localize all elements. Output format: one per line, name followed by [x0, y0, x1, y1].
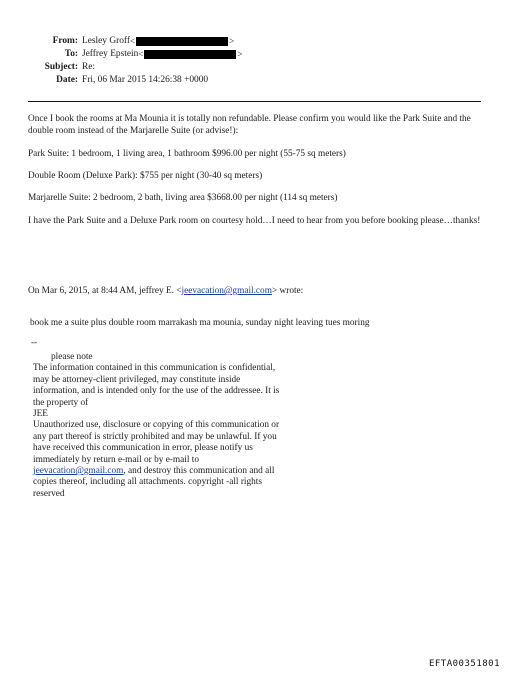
to-open-bracket: <: [138, 49, 144, 59]
date-label: Date:: [56, 75, 78, 85]
document-id: EFTA00351801: [428, 659, 500, 669]
email-header: [20, 35, 310, 87]
from-close-bracket: >: [229, 36, 235, 46]
reply-paragraph-1: Once I book the rooms at Ma Mounia it is totally non refundable. Please confirm you would like the Park Suite and the double room instead of the Marjarelle Suite (or advise!):: [28, 114, 471, 136]
disclaimer-title: please note: [51, 352, 93, 362]
from-row: [20, 35, 310, 48]
quoted-email-link[interactable]: jeevacation@gmail.com: [181, 286, 272, 296]
subject-value: Re:: [82, 62, 96, 72]
disclaimer-email-link[interactable]: jeevacation@gmail.com: [33, 466, 124, 477]
quoted-intro: [28, 286, 488, 298]
to-close-bracket: >: [237, 49, 243, 59]
subject-row: [20, 61, 310, 74]
date-value: Fri, 06 Mar 2015 14:26:38 +0000: [82, 75, 209, 85]
quoted-request: book me a suite plus double room marrakash ma mounia, sunday night leaving tues moring: [30, 318, 370, 328]
to-label: To:: [64, 49, 78, 59]
quoted-intro-suffix: > wrote:: [271, 286, 304, 296]
from-label: From:: [52, 36, 78, 46]
disclaimer-text-3: [33, 420, 283, 500]
disclaimer-text-2: JEE: [33, 409, 48, 420]
reply-paragraph-double-room: Double Room (Deluxe Park): $755 per night (30-40 sq meters): [28, 171, 263, 181]
quoted-intro-text: On Mar 6, 2015, at 8:44 AM, jeffrey E. <: [28, 286, 182, 296]
from-name: Lesley Groff: [82, 36, 130, 46]
from-open-bracket: <: [130, 36, 136, 46]
to-row: [20, 48, 310, 61]
subject-label: Subject:: [44, 62, 78, 72]
disclaimer-text-3b: , and destroy this communication and all copies thereof, including all attachments. copyright -all rights reserved: [33, 466, 275, 499]
signature-dash: --: [31, 337, 37, 347]
reply-paragraph-hold: I have the Park Suite and a Deluxe Park room on courtesy hold…I need to hear from you before booking please…thanks!: [28, 216, 481, 226]
reply-paragraph-marjarelle-suite: Marjarelle Suite: 2 bedroom, 2 bath, living area $3668.00 per night (114 sq meters): [28, 193, 338, 203]
header-divider: [28, 101, 481, 102]
redaction-box: [144, 50, 236, 59]
disclaimer: [33, 352, 283, 500]
date-row: [20, 74, 310, 87]
reply-paragraph-park-suite: Park Suite: 1 bedroom, 1 living area, 1 bathroom $996.00 per night (55-75 sq meters): [28, 149, 346, 159]
to-name: Jeffrey Epstein: [82, 49, 139, 59]
disclaimer-text-1: The information contained in this communication is confidential, may be attorney-client privileged, may constitute inside information, and is intended only for the use of the addressee. It is the property of: [33, 363, 280, 408]
disclaimer-text-3a: Unauthorized use, disclosure or copying of this communication or any part thereof is strictly prohibited and may be unlawful. If you have received this communication in error, please notify us immediately by return e-mail or by e-mail to: [33, 420, 280, 465]
redaction-box: [136, 37, 228, 46]
